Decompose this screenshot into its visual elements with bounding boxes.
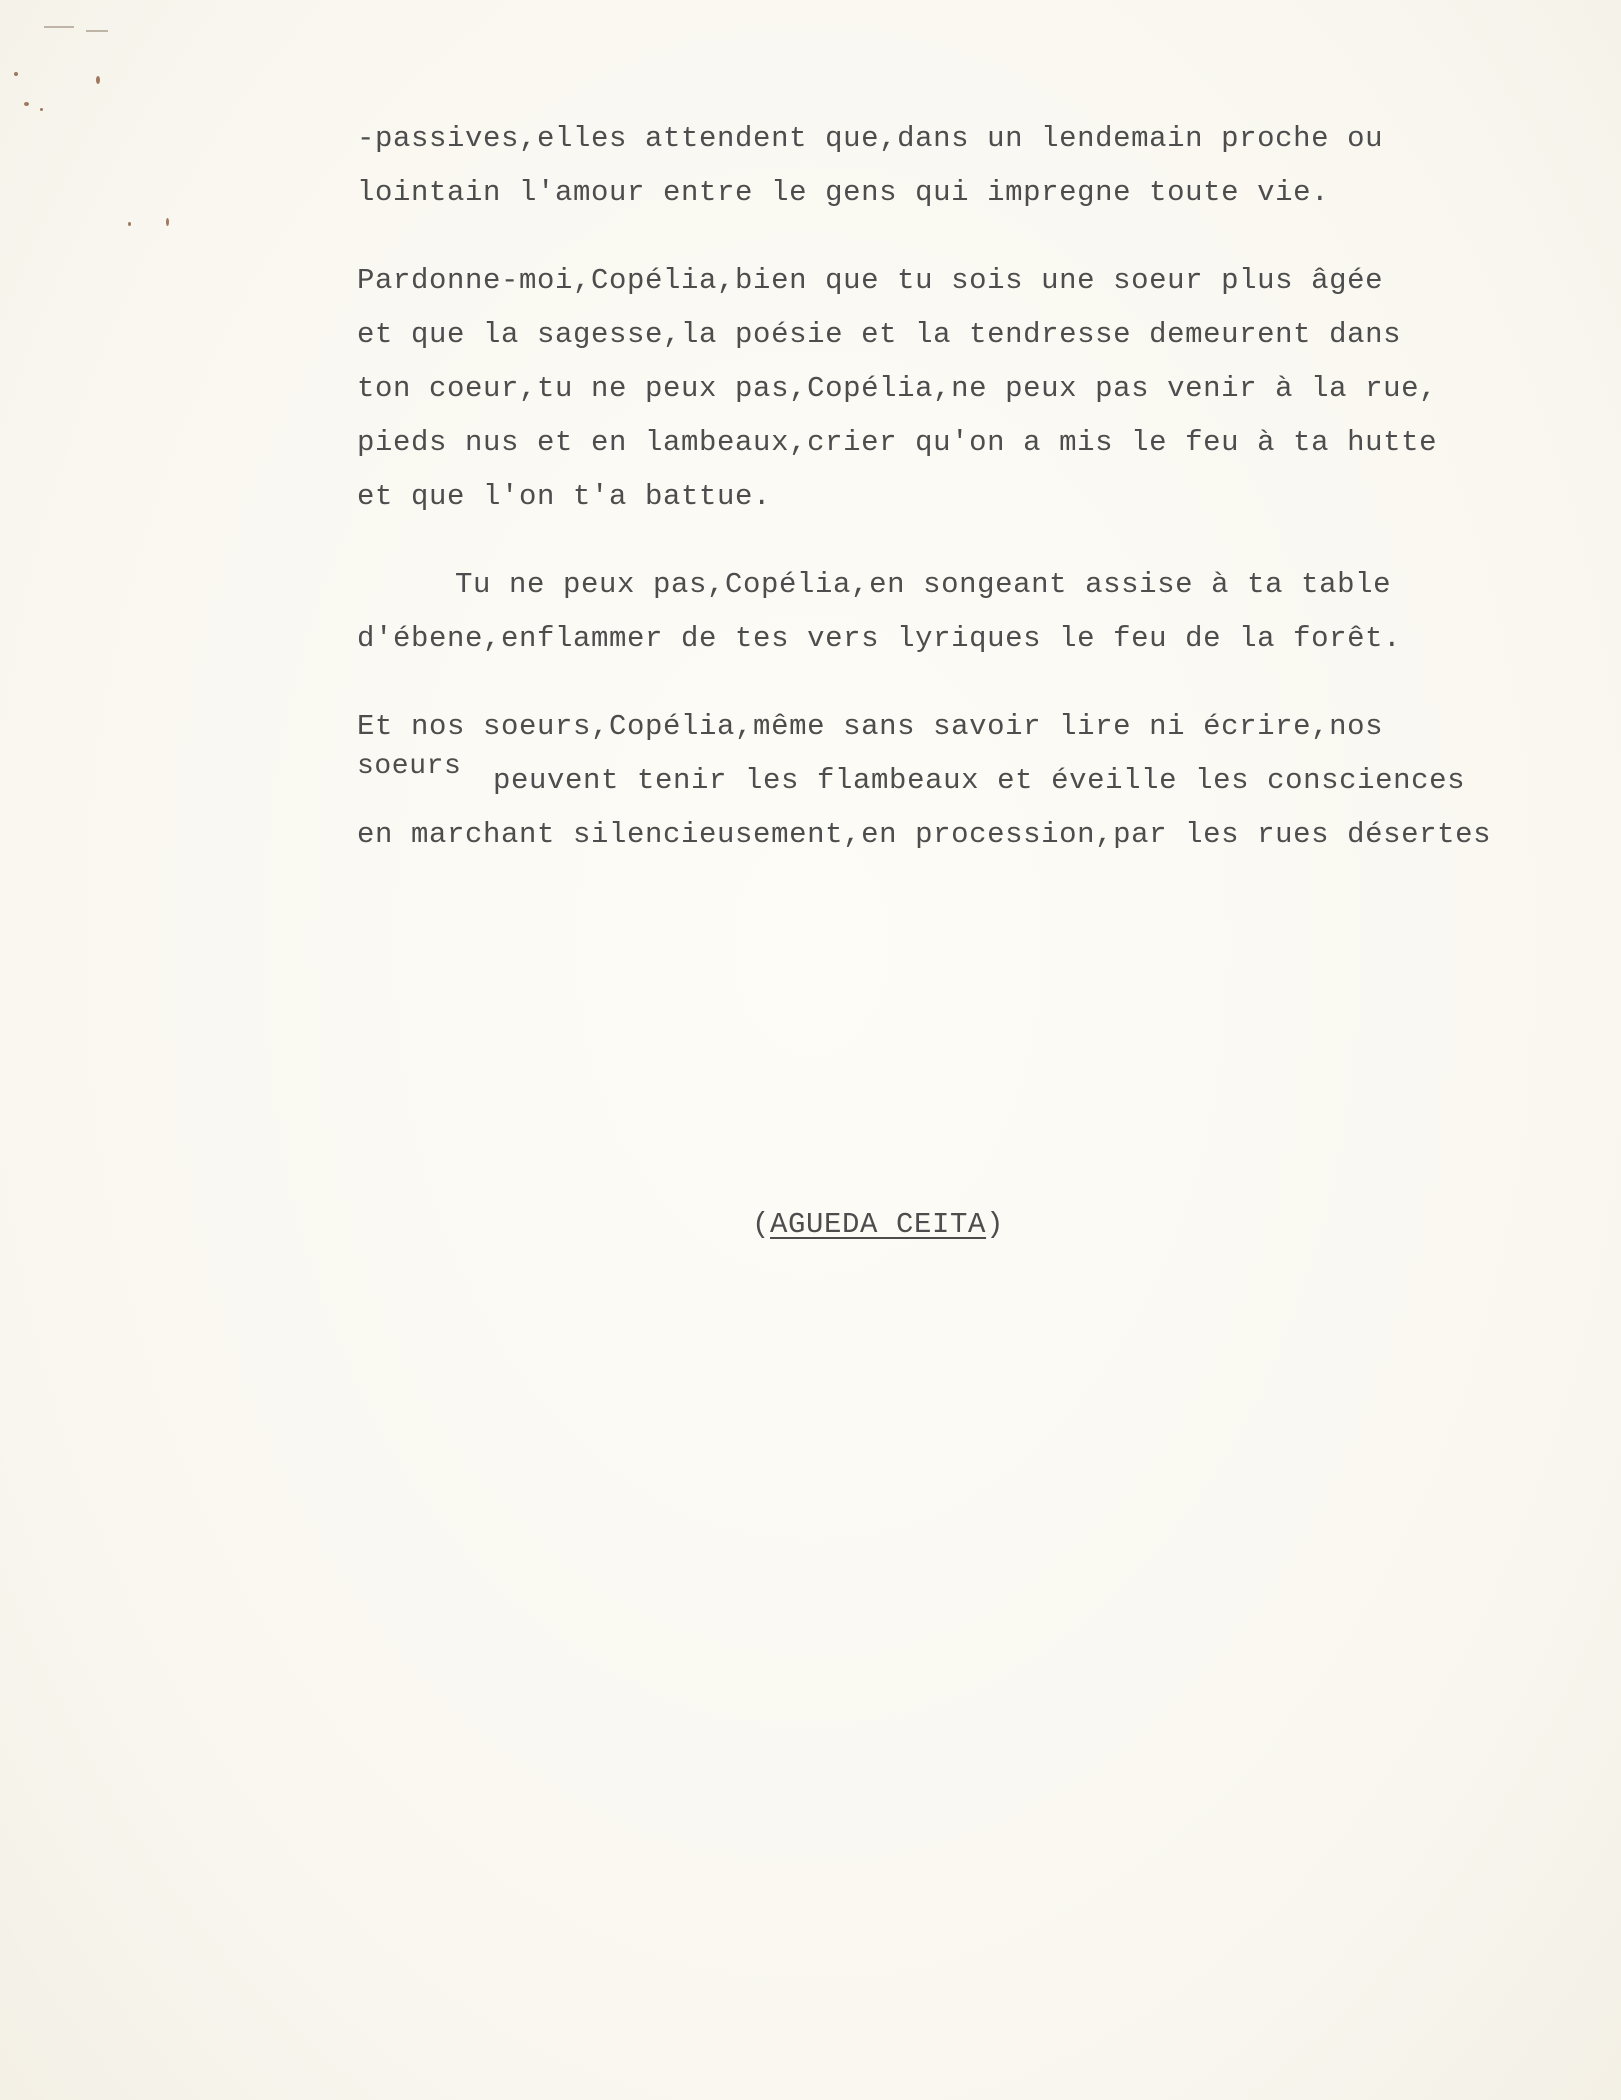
pencil-mark (86, 30, 108, 32)
text-line: pieds nus et en lambeaux,crier qu'on a mis le feu à ta hutte (357, 426, 1438, 459)
text-line: Pardonne-moi,Copélia,bien que tu sois une soeur plus âgée (357, 264, 1384, 297)
text-line: et que la sagesse,la poésie et la tendresse demeurent dans (357, 318, 1402, 351)
text-line: lointain l'amour entre le gens qui impregne toute vie. (357, 176, 1330, 209)
text-line: peuvent tenir les flambeaux et éveille les consciences (493, 764, 1466, 797)
paragraph-3 (357, 558, 1597, 666)
ink-speck (40, 108, 43, 111)
raised-word: soeurs (357, 751, 462, 782)
text-line-with-raised-word (357, 751, 1597, 808)
paragraph-2 (357, 254, 1597, 524)
pencil-mark (44, 26, 74, 28)
text-line: en marchant silencieusement,en procession,par les rues désertes (357, 818, 1492, 851)
ink-speck (96, 76, 100, 84)
paragraph-1 (357, 112, 1597, 220)
text-line: d'ébene,enflammer de tes vers lyriques le feu de la forêt. (357, 622, 1402, 655)
text-line: Tu ne peux pas,Copélia,en songeant assise à ta table (455, 568, 1392, 601)
text-line: et que l'on t'a battue. (357, 480, 772, 513)
text-line: Et nos soeurs,Copélia,même sans savoir lire ni écrire,nos (357, 710, 1384, 743)
ink-speck (166, 218, 169, 226)
typewritten-text (357, 112, 1597, 862)
ink-speck (128, 222, 131, 226)
text-line: ton coeur,tu ne peux pas,Copélia,ne peux pas venir à la rue, (357, 372, 1438, 405)
signature-close-paren: ) (986, 1208, 1005, 1241)
author-name: AGUEDA CEITA (770, 1208, 987, 1241)
text-line: -passives,elles attendent que,dans un lendemain proche ou (357, 122, 1384, 155)
paragraph-4 (357, 700, 1597, 862)
signature-open-paren: ( (752, 1208, 771, 1241)
ink-speck (24, 102, 29, 106)
author-signature (752, 1208, 1004, 1241)
ink-speck (14, 72, 18, 76)
